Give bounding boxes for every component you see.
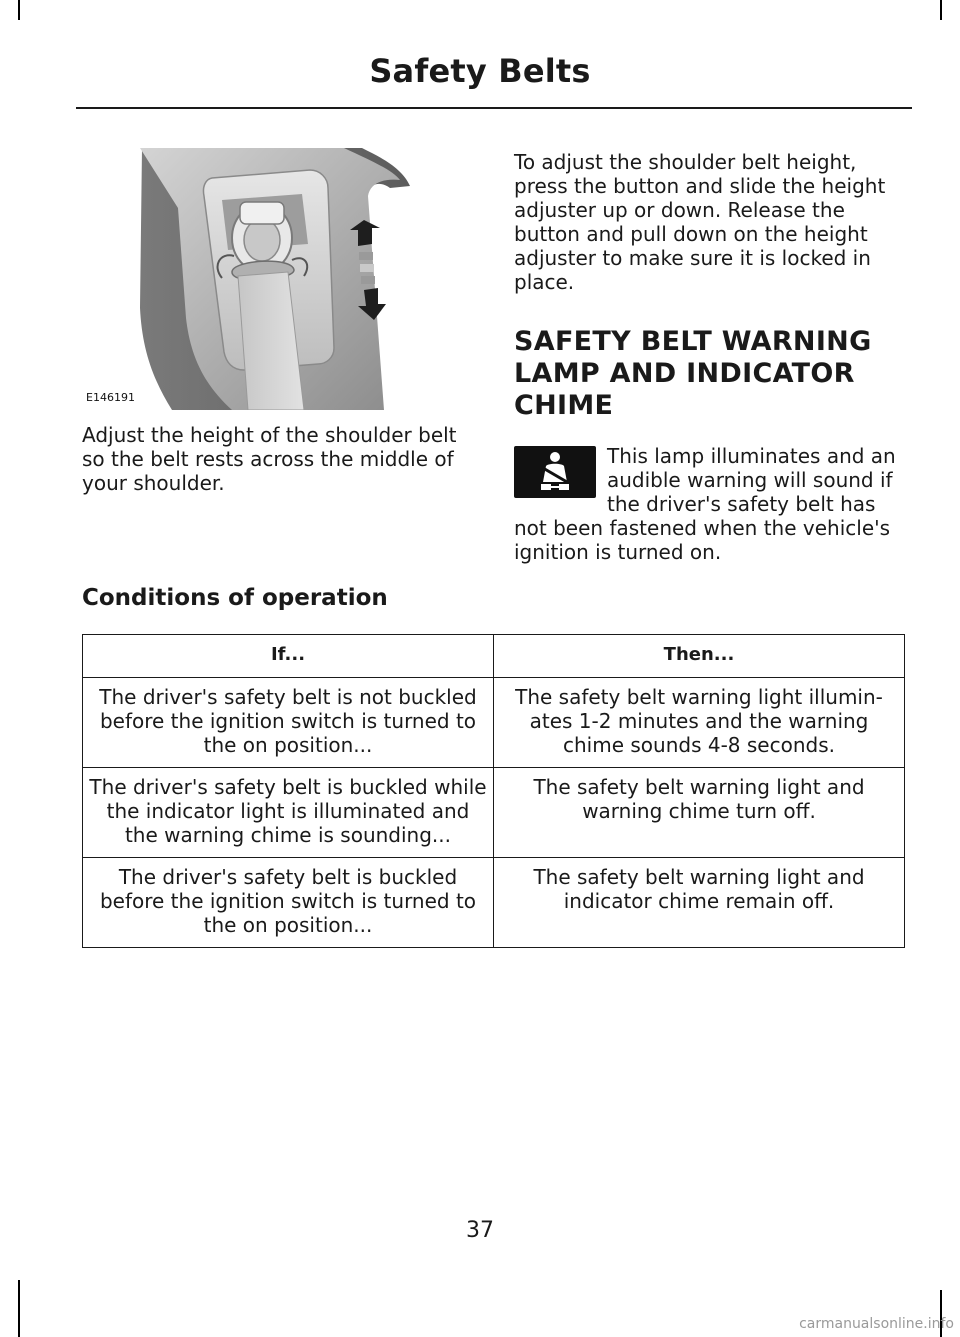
table-row <box>83 678 905 768</box>
crop-mark-top-left <box>18 0 20 20</box>
header-rule <box>76 107 912 109</box>
crop-mark-bottom-left <box>18 1280 20 1337</box>
belt-height-adjuster-illustration <box>82 148 474 410</box>
table-header-row <box>83 635 905 678</box>
result-cell: The safety belt warning light illumin- ates 1-2 minutes and the warning chime sounds 4-8 seconds. <box>494 678 905 768</box>
seatbelt-warning-icon <box>514 446 596 498</box>
crop-mark-top-right <box>940 0 942 20</box>
result-cell: The safety belt warning light and indicator chime remain off. <box>494 858 905 948</box>
watermark: carmanualsonline.info <box>799 1316 954 1332</box>
figure-code: E146191 <box>86 391 135 404</box>
page-number: 37 <box>466 1218 494 1243</box>
table-row <box>83 768 905 858</box>
condition-cell: The driver's safety belt is buckled before the ignition switch is turned to the on position... <box>83 858 494 948</box>
result-cell: The safety belt warning light and warning chime turn off. <box>494 768 905 858</box>
shoulder-belt-height-text: Adjust the height of the shoulder belt so the belt rests across the middle of your shoulder. <box>82 423 457 495</box>
condition-cell: The driver's safety belt is not buckled before the ignition switch is turned to the on position... <box>83 678 494 768</box>
lamp-description-continued: not been fastened when the vehicle's ignition is turned on. <box>514 516 891 564</box>
column-header-then: Then... <box>494 635 905 678</box>
column-header-if: If... <box>83 635 494 678</box>
table-row <box>83 858 905 948</box>
adjust-instructions-text: To adjust the shoulder belt height, press the button and slide the height adjuster up or down. Release the button and pull down on the height adjuster to make sure it is locked in place. <box>514 150 886 294</box>
lamp-description-text: This lamp illuminates and an audible warning will sound if the driver's safety belt has <box>607 444 896 516</box>
section-heading: SAFETY BELT WARNING LAMP AND INDICATOR CHIME <box>514 326 872 421</box>
conditions-table <box>82 634 905 948</box>
conditions-heading: Conditions of operation <box>82 585 388 611</box>
page-title: Safety Belts <box>369 52 591 90</box>
condition-cell: The driver's safety belt is buckled while the indicator light is illuminated and the warning chime is sounding... <box>83 768 494 858</box>
